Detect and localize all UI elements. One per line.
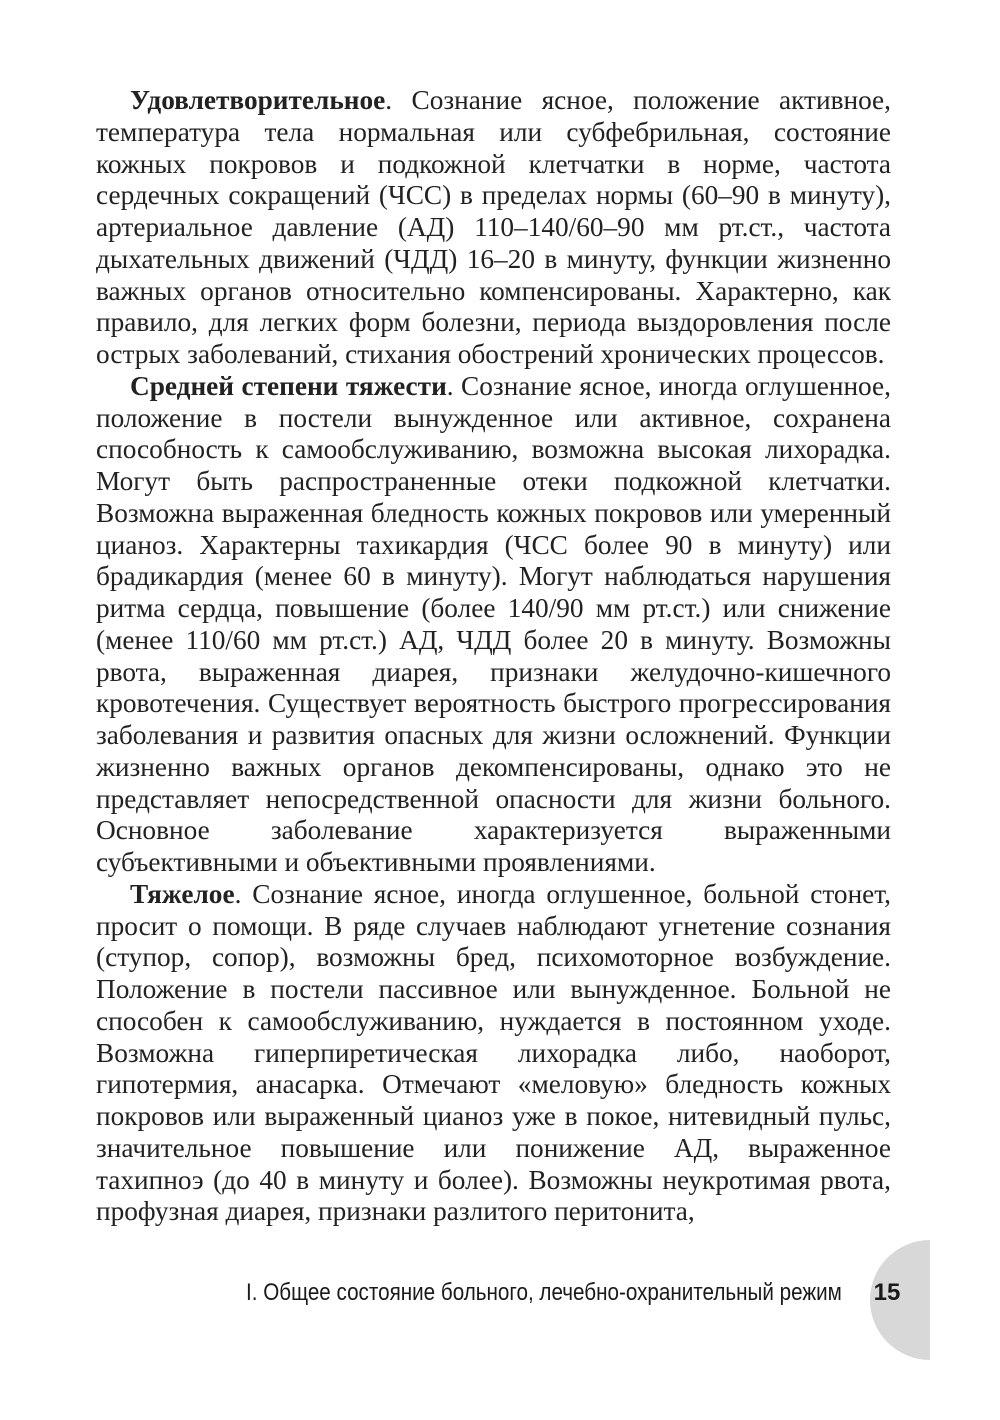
paragraph-moderate [96,371,891,879]
page-number: 15 [873,1279,901,1306]
running-footer-title: I. Общее состояние больного, лечебно-охранительный режим [246,1279,842,1306]
term-moderate: Средней степени тяжести [130,370,447,401]
term-satisfactory: Удовлетворительное [130,85,386,115]
paragraph-text: . Сознание ясное, положение активное, температура тела нормальная или субфебрильная, состояние кожных покровов и подкожной клетчатки в норме, частота сердечных сокращений (ЧСС) в пределах нормы (60–90 в минуту), артериальное давление (АД) 110–140/60–90 мм рт.ст., частота дыхательных движений (ЧДД) 16–20 в минуту, функции жизненно важных органов относительно компенсированы. Характерно, как правило, для легких форм болезни, периода выздоровления после острых заболеваний, стихания обострений хронических процессов. [96,85,891,369]
paragraph-satisfactory [96,85,891,371]
body-text [96,85,891,1228]
paragraph-text: . Сознание ясное, иногда оглушенное, положение в постели вынужденное или активное, сохранена способность к самообслуживанию, возможна высокая лихорадка. Могут быть распространенные отеки подкожной клетчатки. Возможна выраженная бледность кожных покровов или умеренный цианоз. Характерны тахикардия (ЧСС более 90 в минуту) или брадикардия (менее 60 в минуту). Могут наблюдаться нарушения ритма сердца, повышение (более 140/90 мм рт.ст.) или снижение (менее 110/60 мм рт.ст.) АД, ЧДД более 20 в минуту. Возможны рвота, выраженная диарея, признаки желудочно-кишечного кровотечения. Существует вероятность быстрого прогрессирования заболевания и развития опасных для жизни осложнений. Функции жизненно важных органов декомпенсированы, однако это не представляет непосредственной опасности для жизни больного. Основное заболевание характеризуется выраженными субъективными и объективными проявлениями. [96,370,891,877]
paragraph-text: . Сознание ясное, иногда оглушенное, больной стонет, просит о помощи. В ряде случаев наблюдают угнетение сознания (ступор, сопор), возможны бред, психомоторное возбуждение. Положение в постели пассивное или вынужденное. Больной не способен к самообслуживанию, нуждается в постоянном уходе. Возможна гиперпиретическая лихорадка либо, наоборот, гипотермия, анасарка. Отмечают «меловую» бледность кожных покровов или выраженный цианоз уже в покое, нитевидный пульс, значительное повышение или понижение АД, выраженное тахипноэ (до 40 в минуту и более). Возможны неукротимая рвота, профузная диарея, признаки разлитого перитонита, [96,878,891,1227]
term-severe: Тяжелое [130,878,235,909]
paragraph-severe [96,879,891,1228]
